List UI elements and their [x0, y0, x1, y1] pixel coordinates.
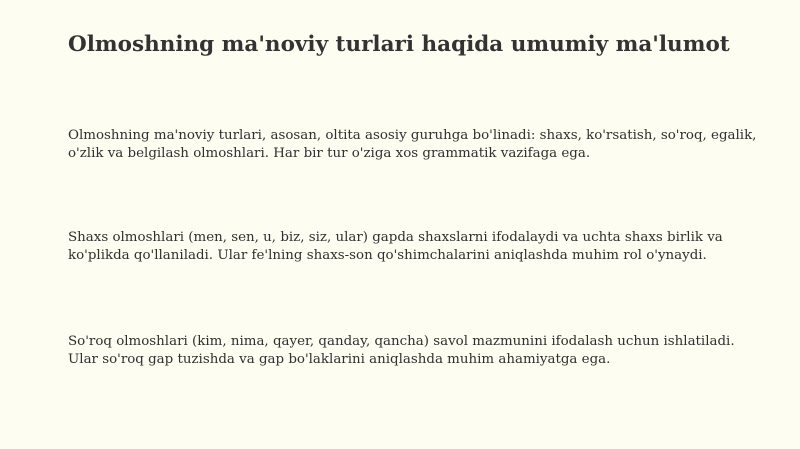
paragraph-interrogative-pronouns: So'roq olmoshlari (kim, nima, qayer, qanday, qancha) savol mazmunini ifodalash uchun ishlatiladi. Ular so'roq gap tuzishda va gap bo'laklarini aniqlashda muhim ahamiyatga ega.	[68, 334, 735, 367]
paragraph-overview: Olmoshning ma'noviy turlari, asosan, oltita asosiy guruhga bo'linadi: shaxs, ko'rsatish, so'roq, egalik, o'zlik va belgilash olmoshlari. Har bir tur o'ziga xos grammatik vazifaga ega.	[68, 128, 757, 161]
paragraph-personal-pronouns: Shaxs olmoshlari (men, sen, u, biz, siz, ular) gapda shaxslarni ifodalaydi va uchta shaxs birlik va ko'plikda qo'llaniladi. Ular fe'lning shaxs-son qo'shimchalarini aniqlashda muhim rol o'ynaydi.	[68, 230, 723, 263]
slide-title: Olmoshning ma'noviy turlari haqida umumiy ma'lumot	[68, 32, 730, 57]
